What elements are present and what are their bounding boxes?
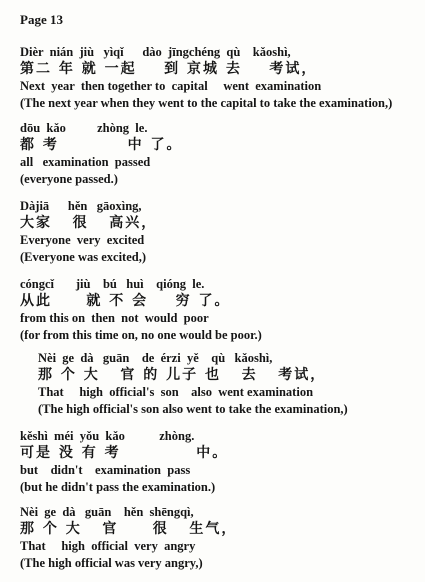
gloss-line: all examination passed: [20, 155, 151, 169]
sentence-block-6: [20, 428, 420, 496]
hanzi-line: 大家 很 高兴，: [20, 215, 158, 231]
hanzi-line: 那 个 大 官 的 儿子 也 去 考试，: [38, 367, 327, 383]
sentence-block-5: [38, 350, 420, 418]
translation-line: (Everyone was excited,): [20, 250, 147, 264]
pinyin-line: dōu kǎo zhòng le.: [20, 121, 148, 135]
pinyin-line: kěshì méi yǒu kǎo zhòng.: [20, 429, 195, 443]
gloss-line: That high official's son also went examination: [38, 385, 314, 399]
pinyin-line: Nèi ge dà guān de érzi yě qù kǎoshì,: [38, 351, 273, 365]
gloss-line: Next year then together to capital went examination: [20, 79, 322, 93]
hanzi-line: 都 考 中 了。: [20, 137, 183, 153]
translation-line: (but he didn't pass the examination.): [20, 480, 216, 494]
gloss-line: from this on then not would poor: [20, 311, 209, 325]
translation-line: (The high official's son also went to take the examination,): [38, 402, 348, 416]
translation-line: (The high official was very angry,): [20, 556, 203, 570]
gloss-line: Everyone very excited: [20, 233, 145, 247]
sentence-block-4: [20, 276, 420, 344]
translation-line: (The next year when they went to the capital to take the examination,): [20, 96, 393, 110]
hanzi-line: 可是 没 有 考 中。: [20, 445, 229, 461]
hanzi-line: 第二 年 就 一起 到 京城 去 考试，: [20, 61, 318, 77]
hanzi-line: 那 个 大 官 很 生气，: [20, 521, 238, 537]
sentence-block-7: [20, 504, 420, 572]
sentence-block-1: [20, 44, 420, 112]
translation-line: (for from this time on, no one would be poor.): [20, 328, 262, 342]
pinyin-line: Nèi ge dà guān hěn shēngqì,: [20, 505, 194, 519]
sentence-block-2: [20, 120, 420, 188]
pinyin-line: Dàjiā hěn gāoxìng,: [20, 199, 142, 213]
gloss-line: but didn't examination pass: [20, 463, 191, 477]
pinyin-line: cóngcǐ jiù bú huì qióng le.: [20, 277, 205, 291]
sentence-block-3: [20, 198, 420, 266]
gloss-line: That high official very angry: [20, 539, 196, 553]
pinyin-line: Dièr nián jiù yìqǐ dào jīngchéng qù kǎoshì,: [20, 45, 291, 59]
translation-line: (everyone passed.): [20, 172, 118, 186]
hanzi-line: 从此 就 不 会 穷 了。: [20, 293, 231, 309]
page-number: Page 13: [20, 12, 63, 27]
